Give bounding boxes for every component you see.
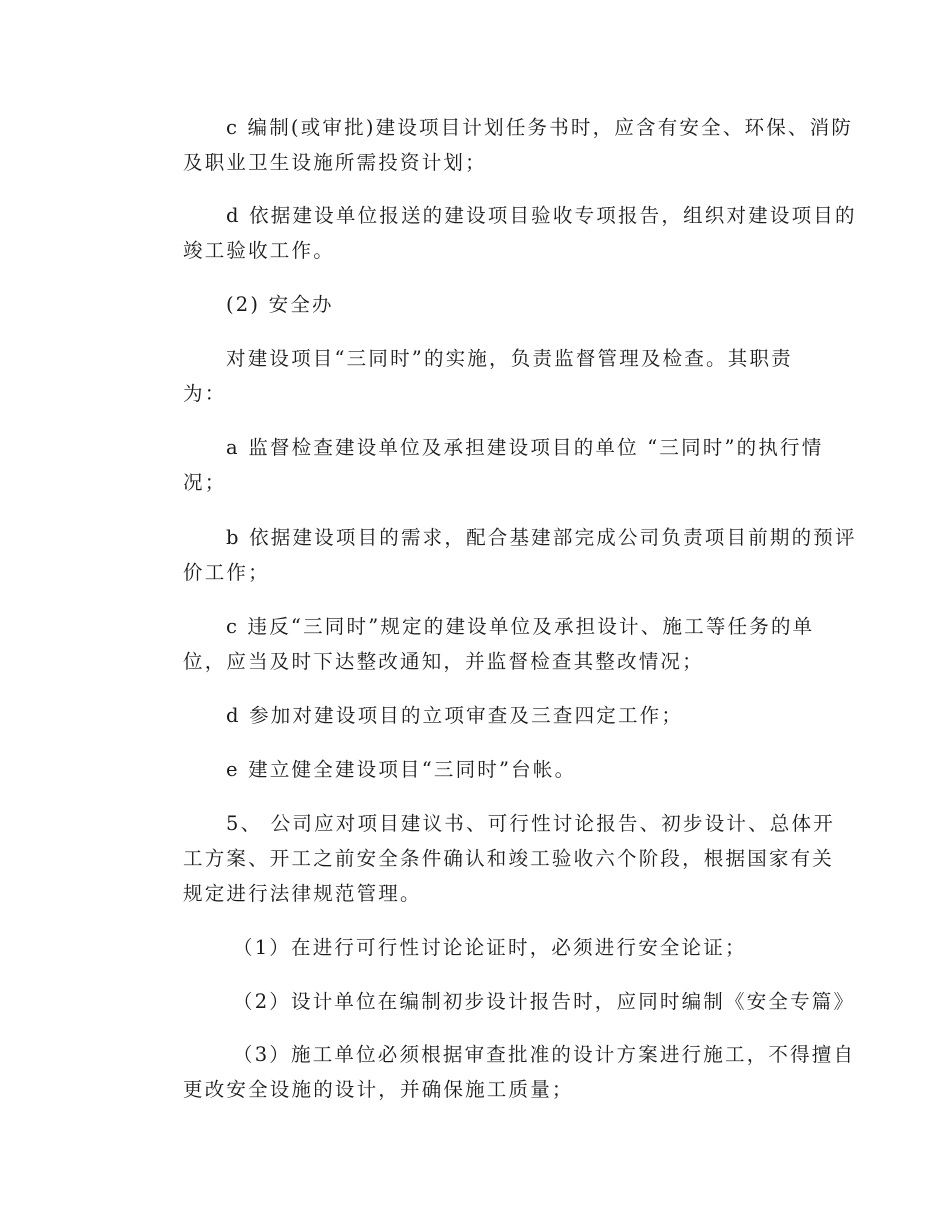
paragraph-item-5	[140, 806, 835, 911]
paragraph-safety-office-heading	[140, 287, 820, 322]
text-line: c 违反“三同时”规定的建设单位及承担设计、施工等任务的单	[226, 615, 815, 638]
paragraph-safety-office-intro	[140, 341, 820, 411]
paragraph-d-review	[140, 698, 820, 733]
text-line: 况；	[183, 471, 227, 494]
paragraph-d-acceptance	[140, 198, 857, 268]
paragraph-c-plan	[140, 110, 854, 180]
text-line: 规定进行法律规范管理。	[183, 882, 422, 905]
text-line: （1）在进行可行性讨论论证时，必须进行安全论证；	[233, 936, 747, 959]
text-line: 位，应当及时下达整改通知，并监督检查其整改情况；	[183, 650, 704, 673]
text-line: b 依据建设项目的需求，配合基建部完成公司负责项目前期的预评	[226, 526, 857, 549]
text-line: 5、 公司应对项目建议书、可行性讨论报告、初步设计、总体开	[226, 812, 835, 835]
text-line: a 监督检查建设单位及承担建设项目的单位 “三同时”的执行情	[226, 436, 824, 459]
text-line: （2）设计单位在编制初步设计报告时，应同时编制《安全专篇》	[233, 990, 856, 1013]
text-line: 对建设项目“三同时”的实施，负责监督管理及检查。其职责	[226, 347, 793, 370]
text-line: 价工作；	[183, 561, 270, 584]
text-line: 竣工验收工作。	[183, 239, 335, 262]
text-line: 更改安全设施的设计，并确保施工质量；	[183, 1078, 574, 1101]
paragraph-sub-3	[140, 1037, 856, 1107]
text-line: d 参加对建设项目的立项审查及三查四定工作；	[226, 704, 684, 727]
paragraph-sub-1	[140, 930, 820, 965]
text-line: 为：	[183, 382, 227, 405]
paragraph-c-violation	[140, 609, 820, 679]
text-line: e 建立健全建设项目“三同时”台帐。	[226, 758, 577, 781]
paragraph-e-ledger	[140, 752, 820, 787]
text-line: d 依据建设单位报送的建设项目验收专项报告，组织对建设项目的	[226, 204, 857, 227]
text-line: 及职业卫生设施所需投资计划；	[183, 151, 487, 174]
text-line: 工方案、开工之前安全条件确认和竣工验收六个阶段，根据国家有关	[183, 847, 835, 870]
section-heading: (2) 安全办	[226, 293, 334, 316]
text-line: （3）施工单位必须根据审查批准的设计方案进行施工，不得擅自	[233, 1043, 856, 1066]
paragraph-sub-2	[140, 984, 856, 1019]
paragraph-a-supervise	[140, 430, 824, 500]
text-line: c 编制(或审批)建设项目计划任务书时，应含有安全、环保、消防	[226, 116, 854, 139]
paragraph-b-pre-eval	[140, 520, 857, 590]
